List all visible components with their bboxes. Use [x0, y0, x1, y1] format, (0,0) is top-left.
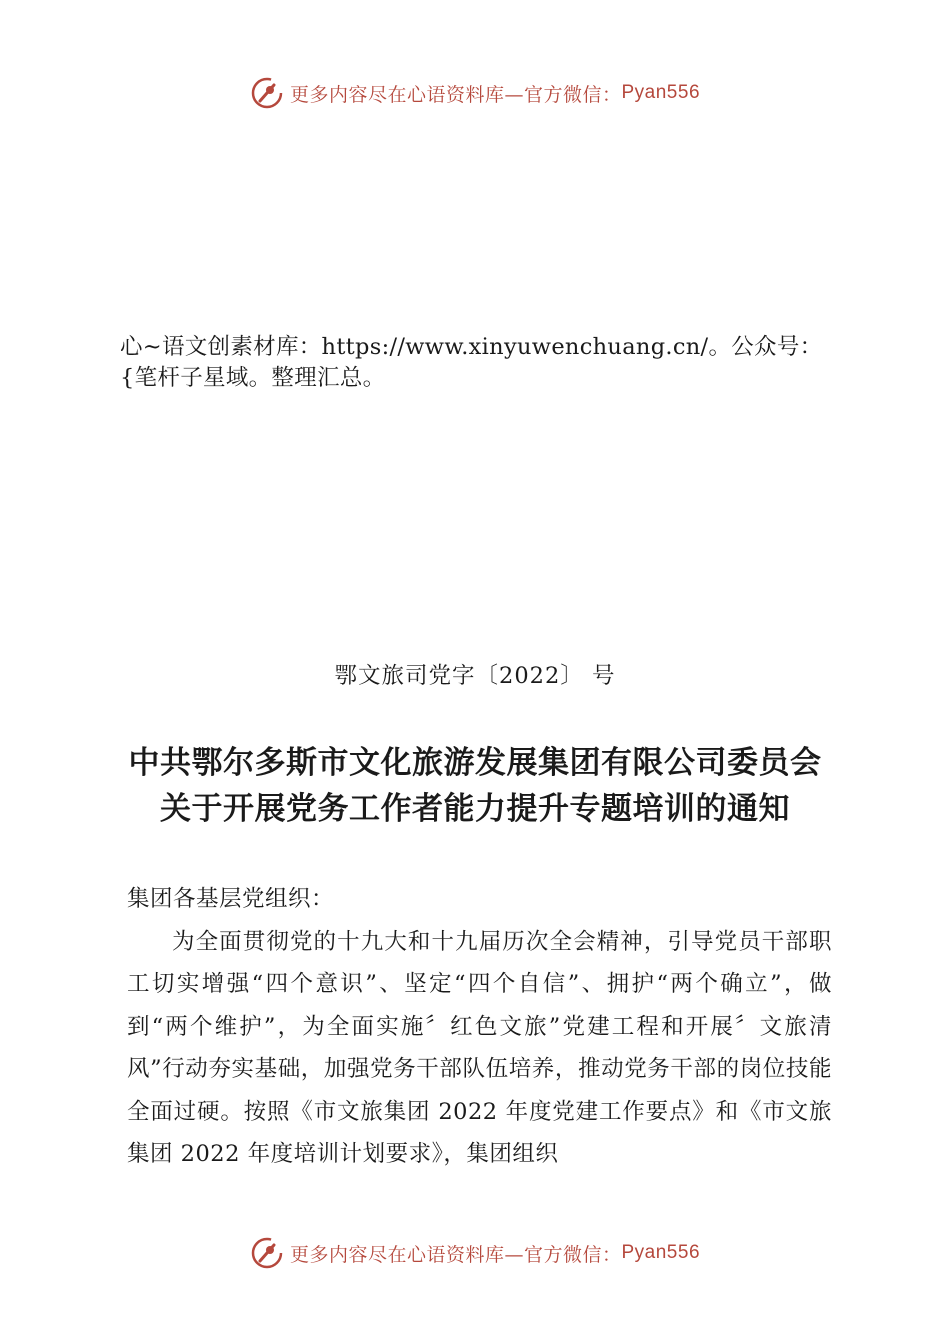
title-line-1: 中共鄂尔多斯市文化旅游发展集团有限公司委员会 [128, 745, 822, 781]
document-title [0, 740, 950, 832]
salutation: 集团各基层党组织： [127, 886, 335, 912]
document-number: 鄂文旅司党字〔2022〕 号 [334, 663, 616, 689]
source-note [120, 332, 835, 394]
brush-logo-icon [250, 1236, 284, 1270]
brush-logo-icon [250, 76, 284, 110]
watermark-text: 更多内容尽在心语资料库—官方微信： [289, 1243, 622, 1266]
source-note-line-1: 心~语文创素材库：https://www.xinyuwenchuang.cn/。公众号： [120, 334, 823, 360]
source-note-line-2: {笔杆子星域。整理汇总。 [120, 365, 386, 391]
title-line-2: 关于开展党务工作者能力提升专题培训的通知 [160, 791, 790, 827]
watermark-wechat-id: Pyan556 [621, 82, 701, 103]
body-paragraph: 为全面贯彻党的十九大和十九届历次全会精神，引导党员干部职工切实增强“四个意识”、坚定“四个自信”、拥护“两个确立”，做到“两个维护”，为全面实施〞红色文旅”党建工程和开展〞文旅清风”行动夯实基础，加强党务干部队伍培养，推动党务干部的岗位技能全面过硬。按照《市文旅集团 2022 年度党建工作要点》和《市文旅集团 2022 年度培训计划要求》，集团组织 [127, 928, 832, 1167]
watermark-text: 更多内容尽在心语资料库—官方微信： [289, 83, 622, 106]
watermark-footer [0, 1233, 950, 1273]
watermark-wechat-id: Pyan556 [621, 1242, 701, 1263]
document-body [127, 878, 832, 1176]
watermark-header [0, 73, 950, 113]
